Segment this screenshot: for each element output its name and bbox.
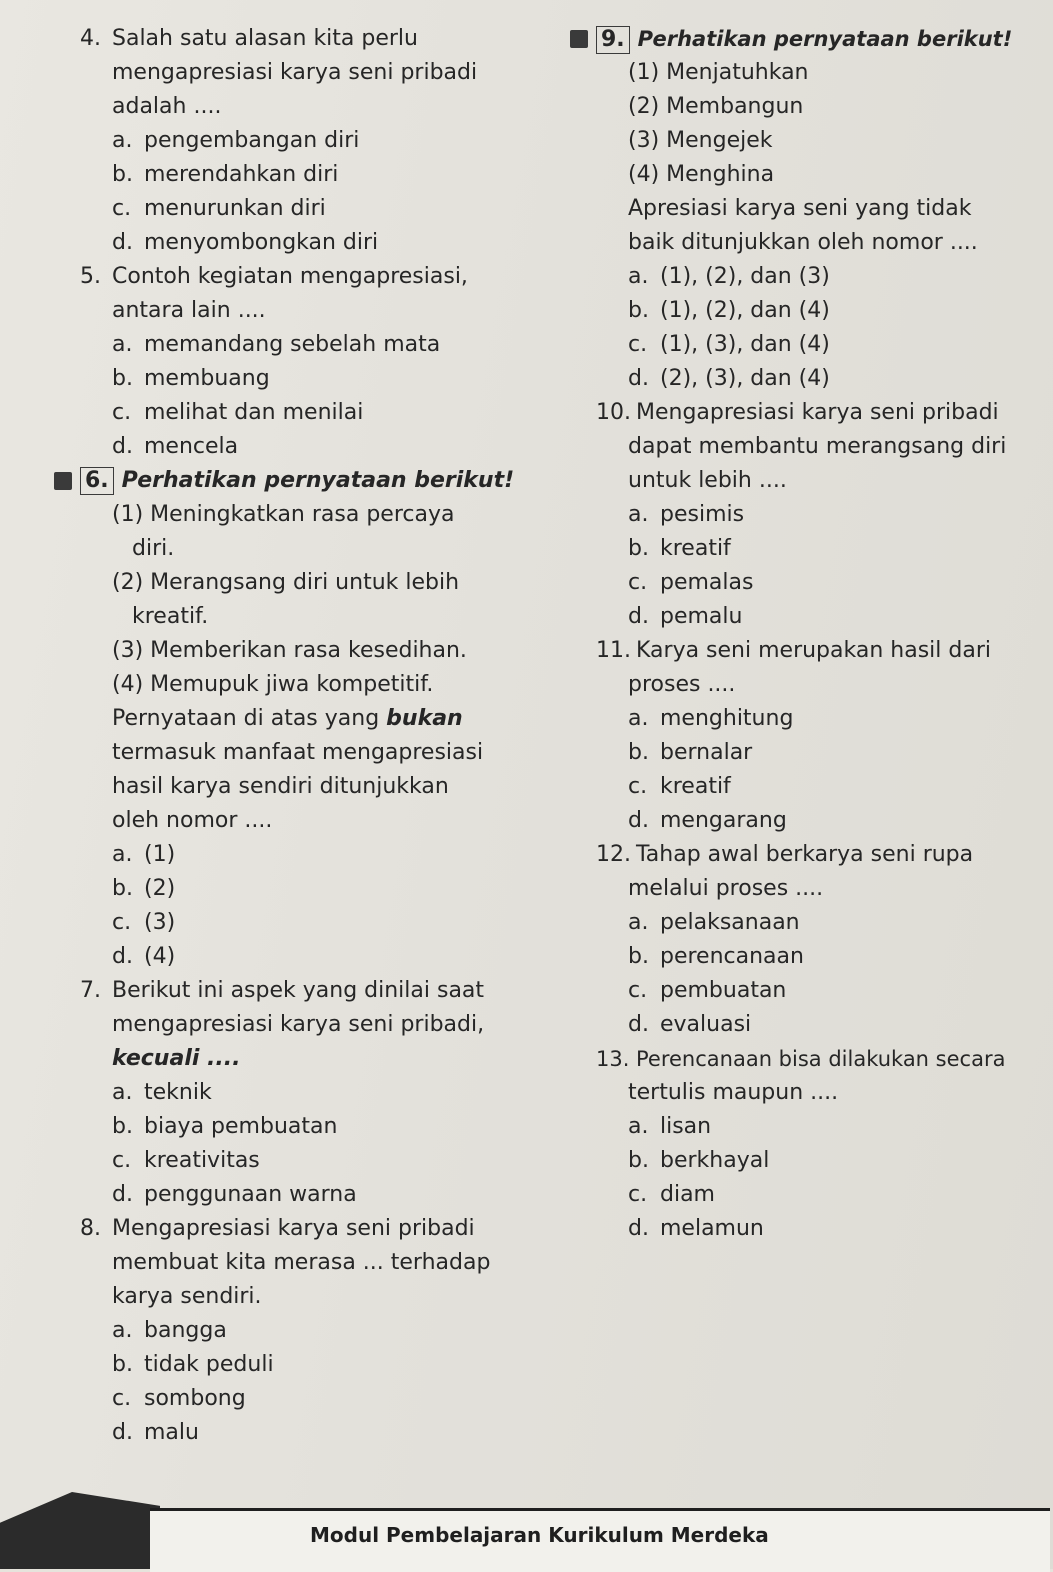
option-b[interactable]: b. membuang — [112, 366, 270, 391]
question-stem-emphasis: kecuali .... — [112, 1046, 241, 1071]
question-6 — [80, 464, 580, 974]
question-number: 10. — [596, 400, 631, 425]
option-a[interactable]: a. memandang sebelah mata — [112, 332, 441, 357]
hots-marker-icon — [570, 30, 588, 48]
statement-1: (1) Menjatuhkan — [628, 60, 809, 85]
question-11 — [596, 634, 1046, 838]
option-c[interactable]: c. menurunkan diri — [112, 196, 326, 221]
question-stem: melalui proses .... — [628, 876, 824, 901]
question-stem: karya sendiri. — [112, 1284, 262, 1309]
option-d[interactable]: d. (2), (3), dan (4) — [628, 366, 830, 391]
question-8 — [80, 1212, 580, 1450]
option-a[interactable]: a. teknik — [112, 1080, 212, 1105]
question-stem: proses .... — [628, 672, 736, 697]
question-5 — [80, 260, 580, 464]
option-b[interactable]: b. tidak peduli — [112, 1352, 274, 1377]
statement-3: (3) Memberikan rasa kesedihan. — [112, 638, 467, 663]
question-9 — [596, 22, 1046, 396]
statement-1-cont: diri. — [132, 536, 175, 561]
option-c[interactable]: c. pemalas — [628, 570, 754, 595]
option-c[interactable]: c. (3) — [112, 910, 176, 935]
option-b[interactable]: b. (1), (2), dan (4) — [628, 298, 830, 323]
question-number: 13. — [596, 1047, 630, 1071]
option-b[interactable]: b. perencanaan — [628, 944, 804, 969]
question-stem: mengapresiasi karya seni pribadi, — [112, 1012, 485, 1037]
option-a[interactable]: a. pesimis — [628, 502, 745, 527]
option-d[interactable]: d. mencela — [112, 434, 239, 459]
left-column — [80, 22, 580, 1450]
right-column — [596, 22, 1046, 1246]
question-stem: adalah .... — [112, 94, 222, 119]
question-stem: Contoh kegiatan mengapresiasi, — [112, 264, 468, 289]
option-a[interactable]: a. (1), (2), dan (3) — [628, 264, 830, 289]
footer-title: Modul Pembelajaran Kurikulum Merdeka — [310, 1523, 769, 1547]
question-stem: Berikut ini aspek yang dinilai saat — [112, 978, 485, 1003]
statement-4: (4) Menghina — [628, 162, 775, 187]
option-d[interactable]: d. penggunaan warna — [112, 1182, 357, 1207]
option-c[interactable]: c. melihat dan menilai — [112, 400, 364, 425]
question-tail: baik ditunjukkan oleh nomor .... — [628, 230, 978, 255]
statement-2-cont: kreatif. — [132, 604, 209, 629]
question-stem: tertulis maupun .... — [628, 1080, 839, 1105]
statement-2: (2) Membangun — [628, 94, 804, 119]
statement-1: (1) Meningkatkan rasa percaya — [112, 502, 455, 527]
footer-decoration — [0, 1492, 160, 1569]
option-c[interactable]: c. kreatif — [628, 774, 731, 799]
question-tail: Apresiasi karya seni yang tidak — [628, 196, 972, 221]
option-b[interactable]: b. berkhayal — [628, 1148, 770, 1173]
option-b[interactable]: b. merendahkan diri — [112, 162, 339, 187]
option-d[interactable]: d. melamun — [628, 1216, 764, 1241]
question-stem: membuat kita merasa ... terhadap — [112, 1250, 491, 1275]
question-tail: Pernyataan di atas yang — [112, 706, 380, 731]
question-12 — [596, 838, 1046, 1042]
option-a[interactable]: a. pengembangan diri — [112, 128, 360, 153]
question-number: 5. — [80, 264, 101, 289]
question-stem: Perencanaan bisa dilakukan secara — [636, 1047, 1006, 1071]
option-a[interactable]: a. lisan — [628, 1114, 712, 1139]
question-tail: termasuk manfaat mengapresiasi — [112, 740, 484, 765]
option-a[interactable]: a. (1) — [112, 842, 176, 867]
question-stem: Karya seni merupakan hasil dari — [636, 638, 991, 663]
option-d[interactable]: d. evaluasi — [628, 1012, 752, 1037]
question-13 — [596, 1042, 1046, 1246]
question-tail: hasil karya sendiri ditunjukkan — [112, 774, 449, 799]
option-b[interactable]: b. biaya pembuatan — [112, 1114, 338, 1139]
question-stem: antara lain .... — [112, 298, 266, 323]
question-10 — [596, 396, 1046, 634]
question-number: 11. — [596, 638, 631, 663]
question-stem: mengapresiasi karya seni pribadi — [112, 60, 478, 85]
question-4 — [80, 22, 580, 260]
question-7 — [80, 974, 580, 1212]
question-number: 9. — [596, 26, 630, 54]
question-stem: dapat membantu merangsang diri — [628, 434, 1007, 459]
question-instruction: Perhatikan pernyataan berikut! — [637, 27, 1013, 51]
question-stem: Mengapresiasi karya seni pribadi — [112, 1216, 475, 1241]
option-c[interactable]: c. kreativitas — [112, 1148, 260, 1173]
question-tail-emphasis: bukan — [386, 706, 463, 731]
option-d[interactable]: d. menyombongkan diri — [112, 230, 379, 255]
question-stem: Tahap awal berkarya seni rupa — [636, 842, 974, 867]
statement-3: (3) Mengejek — [628, 128, 773, 153]
question-number: 8. — [80, 1216, 101, 1241]
option-b[interactable]: b. (2) — [112, 876, 176, 901]
question-number: 4. — [80, 26, 101, 51]
option-b[interactable]: b. bernalar — [628, 740, 753, 765]
page-footer — [150, 1508, 1050, 1572]
question-instruction: Perhatikan pernyataan berikut! — [121, 468, 515, 493]
question-stem: untuk lebih .... — [628, 468, 787, 493]
option-a[interactable]: a. menghitung — [628, 706, 794, 731]
question-number: 6. — [80, 467, 114, 495]
option-a[interactable]: a. pelaksanaan — [628, 910, 800, 935]
option-c[interactable]: c. sombong — [112, 1386, 246, 1411]
question-stem: Mengapresiasi karya seni pribadi — [636, 400, 999, 425]
option-d[interactable]: d. mengarang — [628, 808, 787, 833]
question-number: 7. — [80, 978, 101, 1003]
question-number: 12. — [596, 842, 631, 867]
option-d[interactable]: d. (4) — [112, 944, 176, 969]
statement-4: (4) Memupuk jiwa kompetitif. — [112, 672, 434, 697]
question-stem: Salah satu alasan kita perlu — [112, 26, 418, 51]
option-c[interactable]: c. pembuatan — [628, 978, 787, 1003]
statement-2: (2) Merangsang diri untuk lebih — [112, 570, 460, 595]
option-c[interactable]: c. diam — [628, 1182, 715, 1207]
option-c[interactable]: c. (1), (3), dan (4) — [628, 332, 830, 357]
option-d[interactable]: d. pemalu — [628, 604, 743, 629]
option-a[interactable]: a. bangga — [112, 1318, 227, 1343]
option-b[interactable]: b. kreatif — [628, 536, 731, 561]
hots-marker-icon — [54, 472, 72, 490]
option-d[interactable]: d. malu — [112, 1420, 199, 1445]
question-tail: oleh nomor .... — [112, 808, 273, 833]
